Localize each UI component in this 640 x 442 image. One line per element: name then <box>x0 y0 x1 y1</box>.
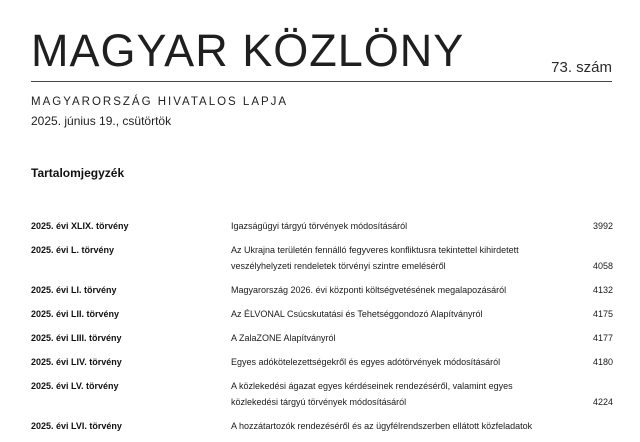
toc-entry[interactable] <box>31 218 613 234</box>
subtitle: MAGYARORSZÁG HIVATALOS LAPJA <box>31 96 289 108</box>
masthead-title: MAGYAR KÖZLÖNY <box>31 25 465 76</box>
toc-entry[interactable] <box>31 282 613 298</box>
issue-number: 73. szám <box>551 59 612 76</box>
law-description: Az Ukrajna területén fennálló fegyveres konfliktusra tekintettel kihirdetett veszélyhelyzeti rendeletek törvényi szintre emeléséről <box>231 245 519 271</box>
law-description: A ZalaZONE Alapítványról <box>231 333 336 343</box>
page-number: 4132 <box>592 285 613 295</box>
page-number: 3992 <box>592 221 613 231</box>
law-number: 2025. évi L. törvény <box>31 245 115 255</box>
law-number: 2025. évi LI. törvény <box>31 285 117 295</box>
toc-entry[interactable] <box>31 242 613 274</box>
page-number: 4175 <box>592 309 613 319</box>
law-description: A közlekedési ágazat egyes kérdéseinek rendezéséről, valamint egyes közlekedési tárgyú törvények módosításáról <box>231 381 513 407</box>
toc-entry[interactable] <box>31 306 613 322</box>
publication-date: 2025. június 19., csütörtök <box>31 114 172 128</box>
law-number: 2025. évi LIV. törvény <box>31 357 122 367</box>
toc-title: Tartalomjegyzék <box>31 166 125 180</box>
law-description: A hozzátartozók rendezéséről és az ügyfélrendszerben ellátott közfeladatok <box>231 421 533 431</box>
toc-entry[interactable] <box>31 378 613 410</box>
law-number: 2025. évi XLIX. törvény <box>31 221 129 231</box>
law-description: Igazságügyi tárgyú törvények módosításáról <box>231 221 408 231</box>
toc-entry[interactable] <box>31 330 613 346</box>
law-number: 2025. évi LII. törvény <box>31 309 120 319</box>
toc-entry[interactable] <box>31 418 613 434</box>
toc-entry[interactable] <box>31 354 613 370</box>
toc-list <box>31 218 613 442</box>
law-description: Egyes adókötelezettségekről és egyes adótörvények módosításáról <box>231 357 501 367</box>
page-number: 4180 <box>592 357 613 367</box>
law-number: 2025. évi LV. törvény <box>31 381 119 391</box>
page-number: 4058 <box>592 261 613 271</box>
law-number: 2025. évi LIII. törvény <box>31 333 122 343</box>
page-number: 4224 <box>592 397 613 407</box>
page-number: 4177 <box>592 333 613 343</box>
law-description: Az ÉLVONAL Csúcskutatási és Tehetséggondozó Alapítványról <box>231 309 483 319</box>
law-description: Magyarország 2026. évi központi költségvetésének megalapozásáról <box>231 285 507 295</box>
law-number: 2025. évi LVI. törvény <box>31 421 122 431</box>
masthead-rule <box>31 81 612 82</box>
